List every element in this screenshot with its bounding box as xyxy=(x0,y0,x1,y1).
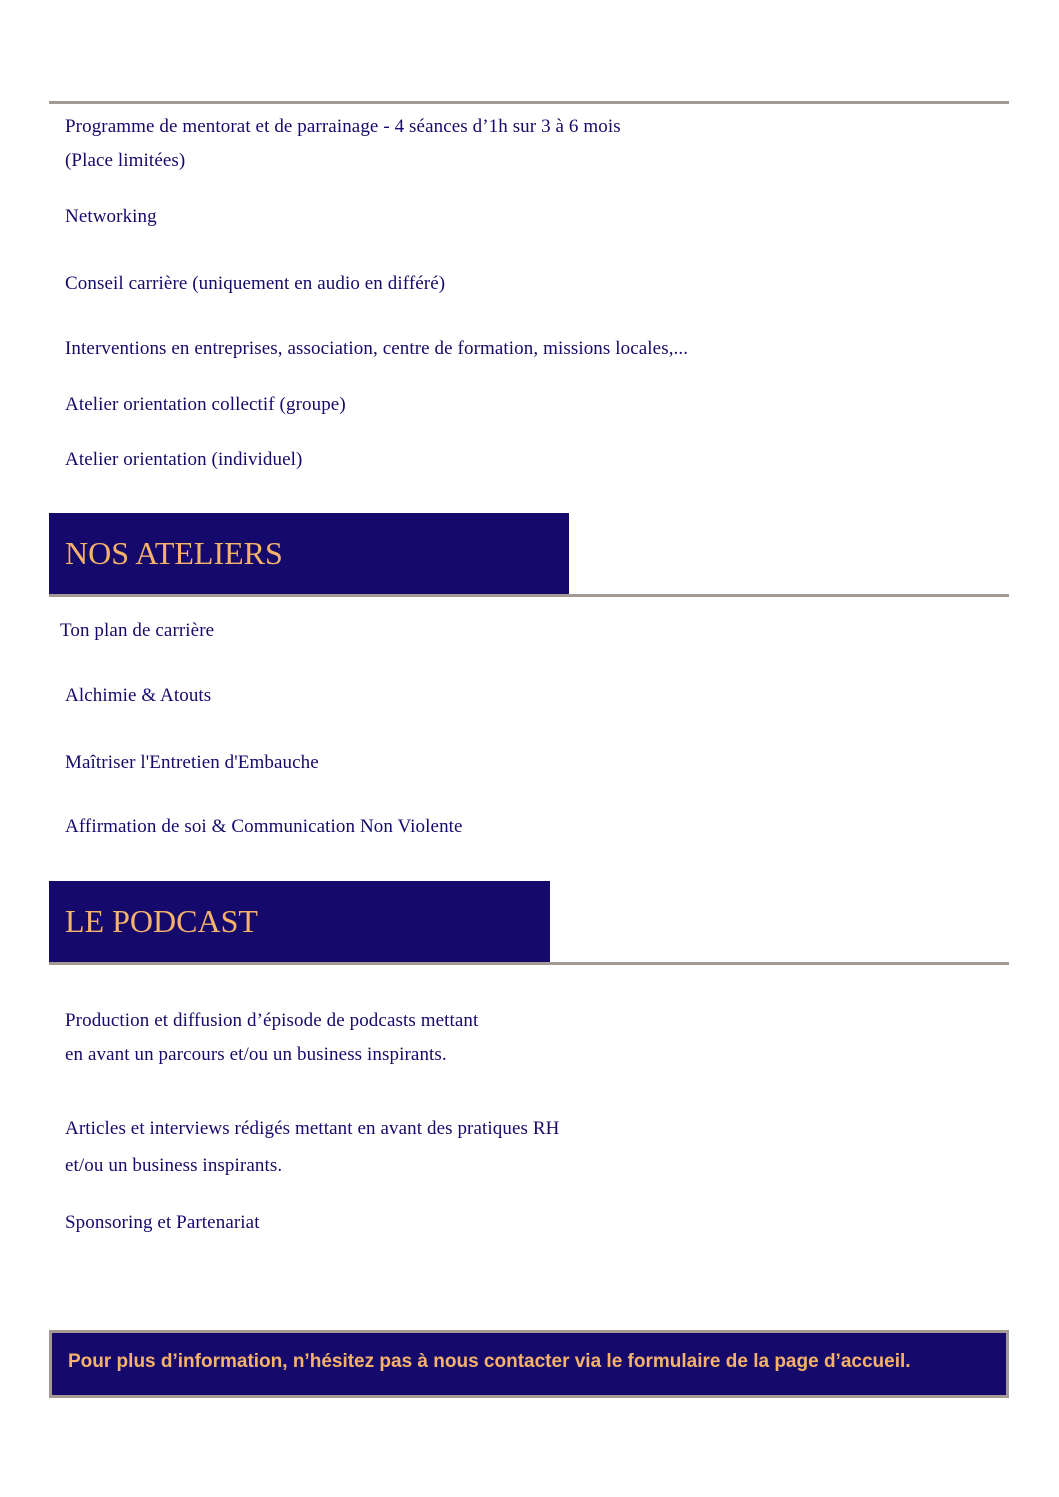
service-item-atelier-individuel: Atelier orientation (individuel) xyxy=(65,449,303,470)
service-item-mentorat-line1: Programme de mentorat et de parrainage - 4 séances d’1h sur 3 à 6 mois xyxy=(65,116,621,137)
contact-callout-text: Pour plus d’information, n’hésitez pas à nous contacter via le formulaire de la page d’accueil. xyxy=(68,1351,911,1372)
section-title-ateliers: NOS ATELIERS xyxy=(65,535,283,571)
podcast-item-articles xyxy=(65,1110,559,1184)
section-banner-podcast xyxy=(49,881,550,962)
service-item-networking: Networking xyxy=(65,206,157,227)
section-divider-ateliers xyxy=(49,594,1009,597)
atelier-item-alchimie: Alchimie & Atouts xyxy=(65,685,212,706)
section-divider-podcast xyxy=(49,962,1009,965)
atelier-item-affirmation: Affirmation de soi & Communication Non Violente xyxy=(65,816,463,837)
service-item-mentorat xyxy=(65,110,621,178)
podcast-item-articles-line2: et/ou un business inspirants. xyxy=(65,1155,283,1176)
service-item-conseil-carriere: Conseil carrière (uniquement en audio en différé) xyxy=(65,273,446,294)
podcast-item-sponsoring: Sponsoring et Partenariat xyxy=(65,1212,260,1233)
podcast-item-articles-line1: Articles et interviews rédigés mettant en avant des pratiques RH xyxy=(65,1118,560,1139)
service-item-atelier-collectif: Atelier orientation collectif (groupe) xyxy=(65,394,346,415)
section-title-podcast: LE PODCAST xyxy=(65,903,258,939)
contact-callout xyxy=(49,1330,1009,1398)
atelier-item-entretien: Maîtriser l'Entretien d'Embauche xyxy=(65,752,319,773)
atelier-item-plan-carriere: Ton plan de carrière xyxy=(60,620,215,641)
podcast-item-production xyxy=(65,1004,478,1072)
service-item-interventions: Interventions en entreprises, association, centre de formation, missions locales,... xyxy=(65,338,689,359)
section-divider-top xyxy=(49,101,1009,104)
podcast-item-production-line2: en avant un parcours et/ou un business inspirants. xyxy=(65,1044,447,1065)
podcast-item-production-line1: Production et diffusion d’épisode de podcasts mettant xyxy=(65,1010,479,1031)
section-banner-ateliers xyxy=(49,513,569,594)
service-item-mentorat-line2: (Place limitées) xyxy=(65,150,186,171)
